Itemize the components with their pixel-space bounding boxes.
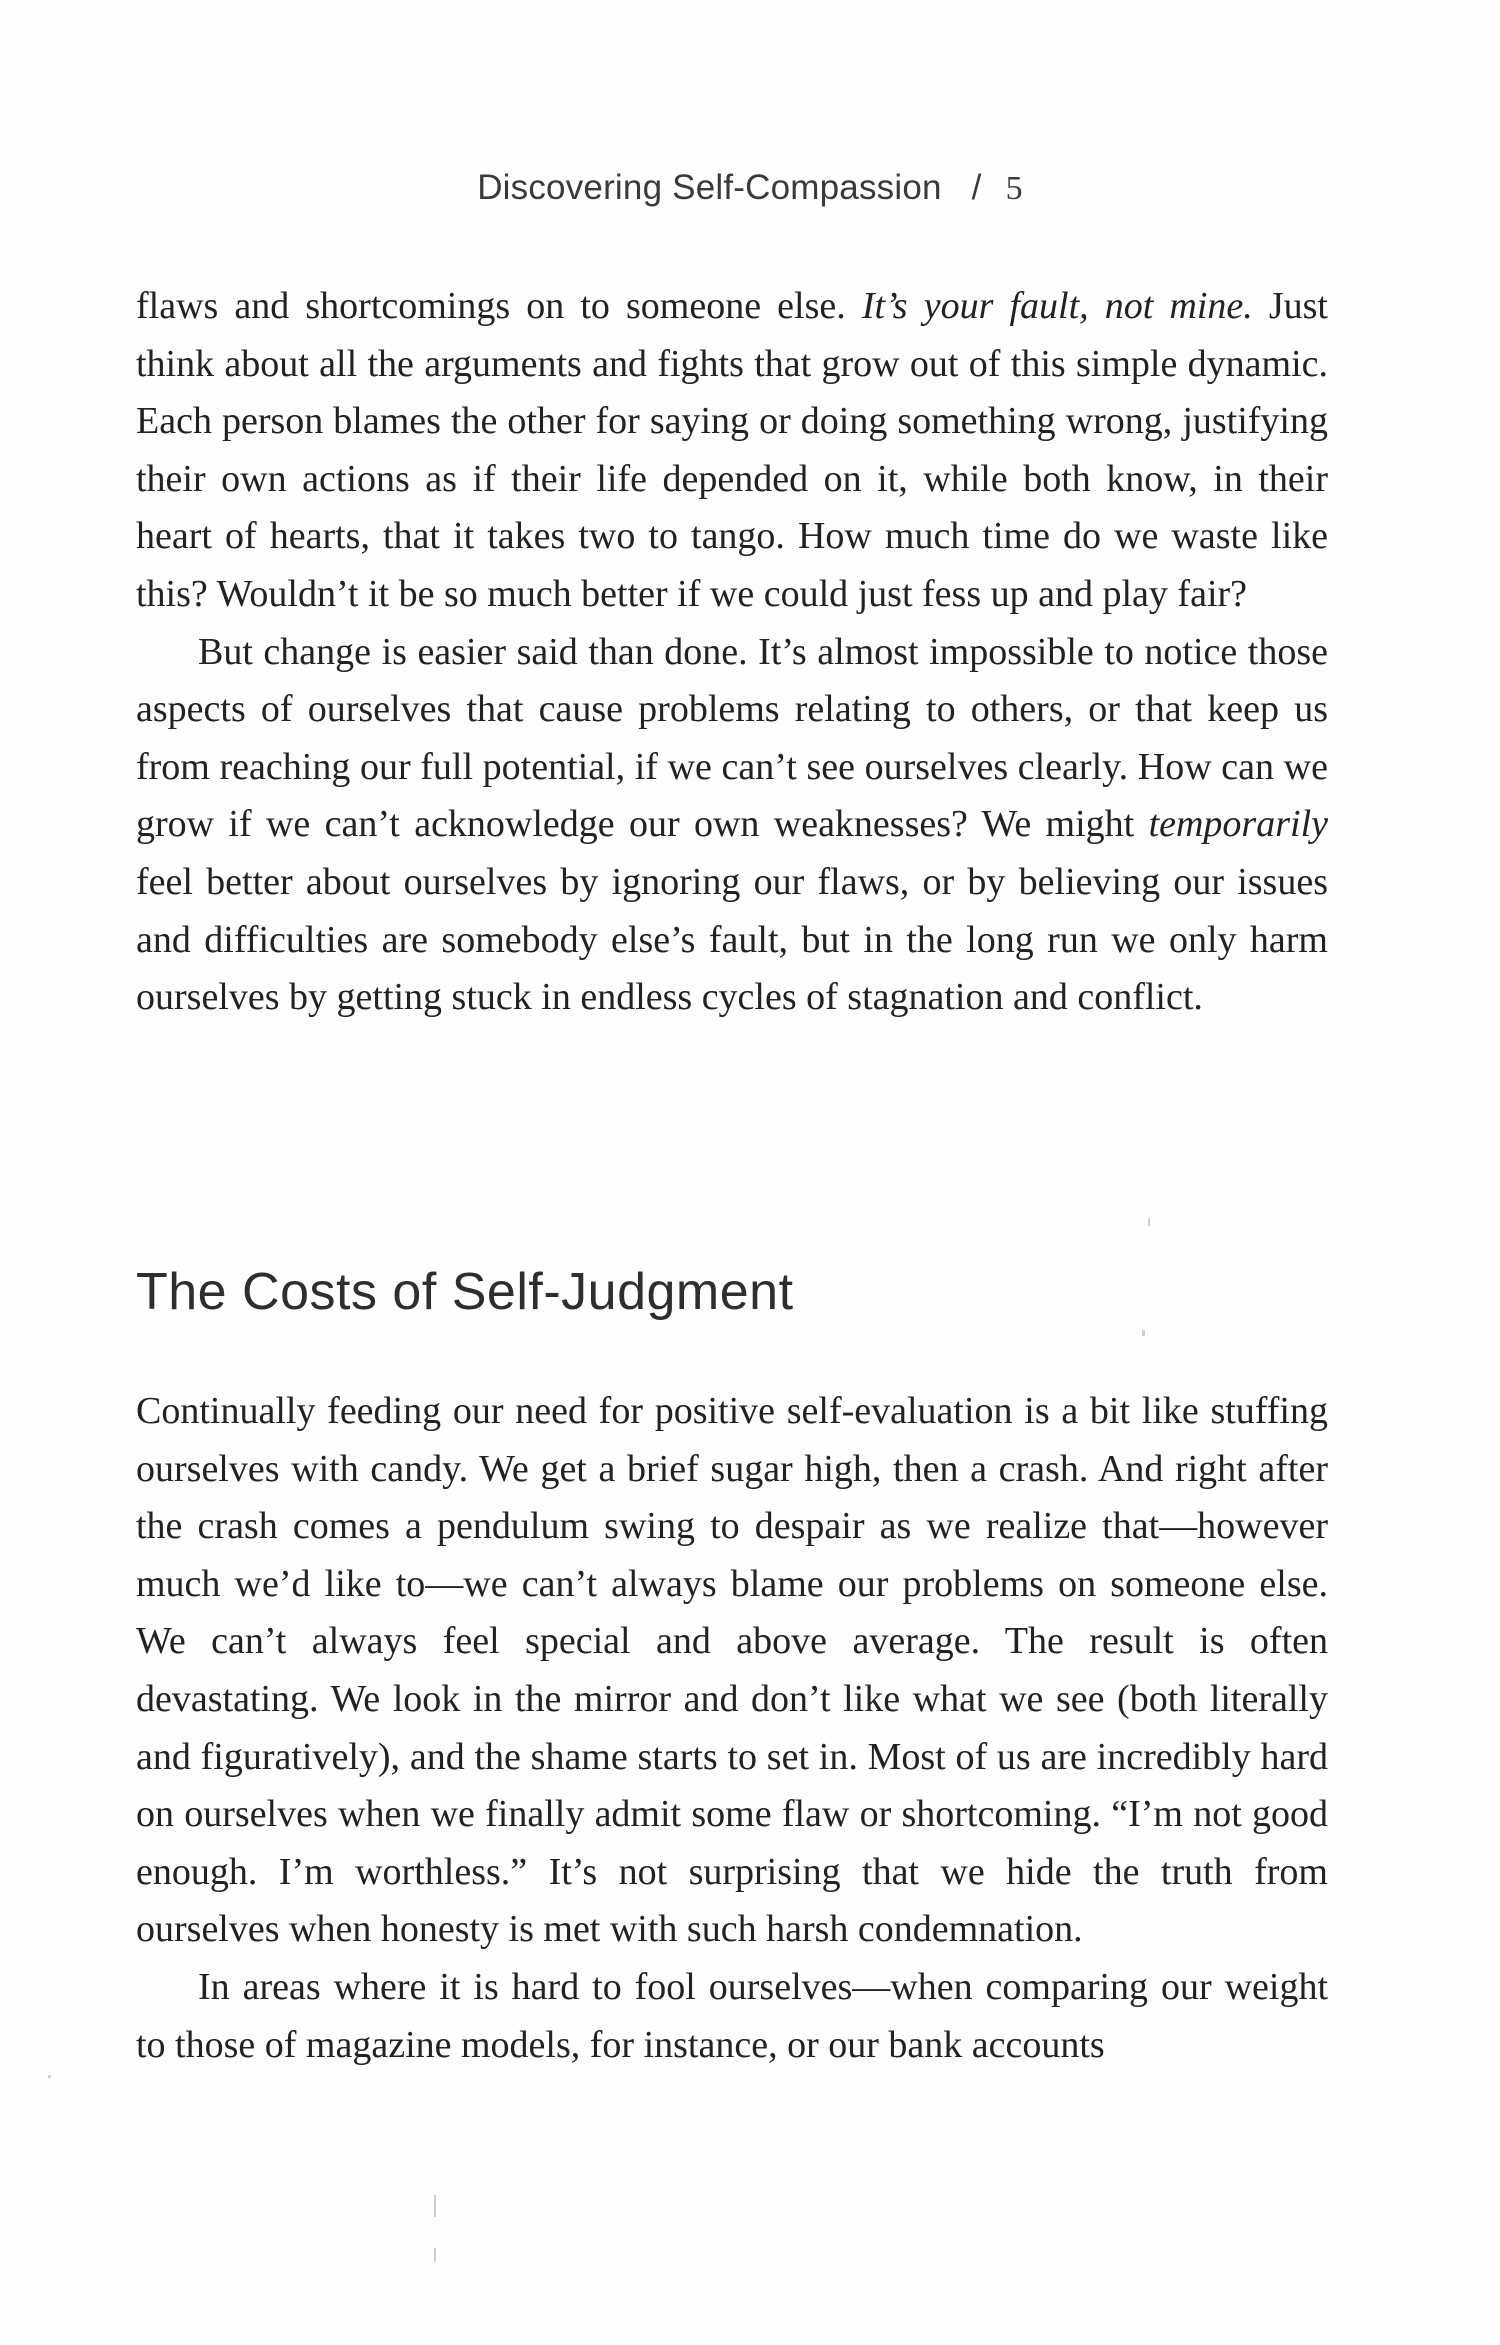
scan-speck — [1148, 1218, 1150, 1226]
paragraph-3: Continually feeding our need for positive self-evaluation is a bit like stuffing ourselves with candy. We get a brief sugar high, then a crash. And right after the crash comes a pendulum swing to despair as we realize that—however much we’d like to—we can’t always blame our problems on someone else. We can’t always feel special and above average. The result is often devastating. We look in the mirror and don’t like what we see (both literally and figuratively), and the shame starts to set in. Most of us are incredibly hard on ourselves when we finally admit some flaw or shortcoming. “I’m not good enough. I’m worthless.” It’s not surprising that we hide the truth from ourselves when honesty is met with such harsh condemnation. — [136, 1390, 1328, 1951]
paragraph-1 — [136, 278, 1328, 624]
page-number: 5 — [1005, 170, 1023, 207]
paragraph-1-italic: It’s your fault, not mine. — [861, 285, 1253, 327]
body-text-top — [136, 278, 1328, 1027]
running-head-title: Discovering Self-Compassion — [477, 168, 942, 207]
scan-speck — [434, 2248, 436, 2262]
paragraph-2-italic: temporarily — [1148, 803, 1328, 846]
paragraph-4: In areas where it is hard to fool ourselves—when comparing our weight to those of magazine models, for instance, or our bank accounts — [136, 1965, 1328, 2066]
running-head — [0, 168, 1500, 208]
paragraph-2-text-a: But change is easier said than done. It’s almost impossible to notice those aspects of ourselves that cause problems relating to others, or that keep us from reaching our full potential, if we can’t see ourselves clearly. How can we grow if we can’t acknowledge our own weaknesses? We might — [136, 630, 1328, 846]
paragraph-1-text-a: flaws and shortcomings on to someone else. — [136, 285, 862, 327]
scan-speck — [434, 2195, 436, 2217]
scan-speck — [1142, 1330, 1145, 1336]
body-text-bottom — [136, 1383, 1328, 2074]
scan-speck — [48, 2075, 51, 2078]
paragraph-1-text-b: Just think about all the arguments and fights that grow out of this simple dynamic. Each person blames the other for saying or doing something wrong, justifying their own actions as if their life depended on it, while both know, in their heart of hearts, that it takes two to tango. How much time do we waste like this? Wouldn’t it be so much better if we could just fess up and play fair? — [136, 285, 1328, 615]
running-head-separator: / — [971, 168, 982, 207]
paragraph-2-text-b: feel better about ourselves by ignoring our flaws, or by believing our issues and difficulties are somebody else’s fault, but in the long run we only harm ourselves by getting stuck in endless cycles of stagnation and conflict. — [136, 860, 1328, 1019]
paragraph-2 — [136, 624, 1328, 1027]
section-heading: The Costs of Self-Judgment — [136, 1263, 794, 1321]
